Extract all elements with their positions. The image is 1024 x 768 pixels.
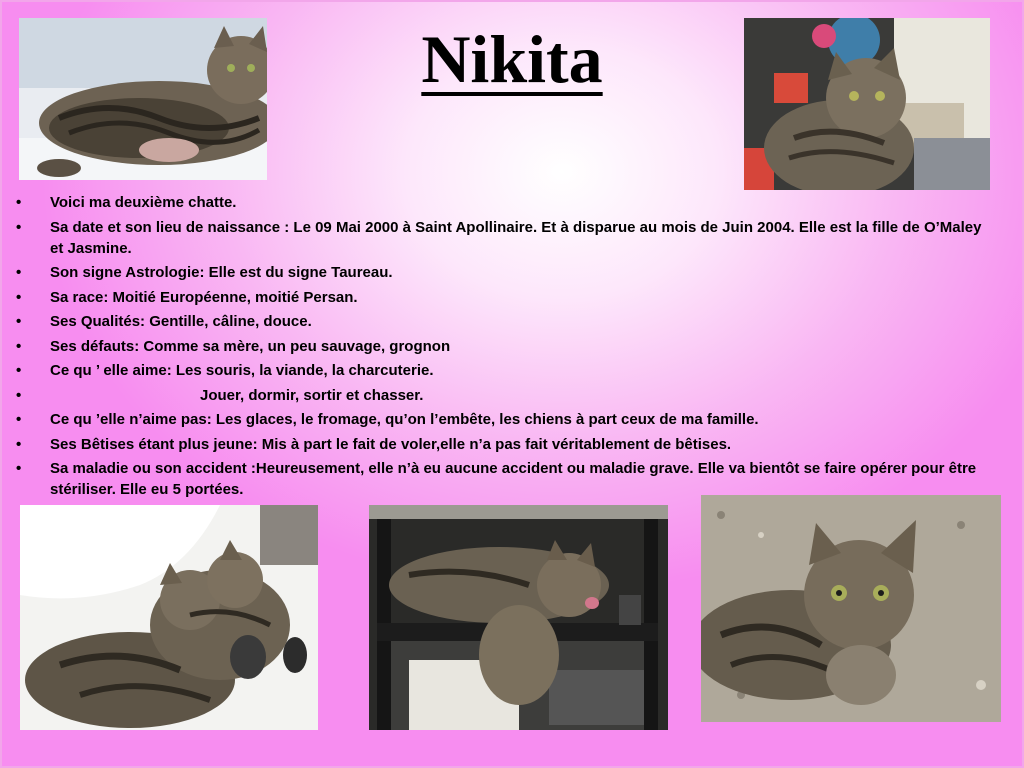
bullet-item: • Jouer, dormir, sortir et chasser. — [12, 385, 997, 406]
bullet-item: • Sa race: Moitié Européenne, moitié Persan. — [12, 287, 997, 308]
photo-cat-on-shelf — [369, 505, 668, 730]
bullet-list — [12, 192, 997, 504]
bullet-item: • Sa date et son lieu de naissance : Le 09 Mai 2000 à Saint Apollinaire. Et à disparue au mois de Juin 2004. Elle est la fille de O’Maley et Jasmine. — [12, 217, 997, 259]
photo-two-cats-sleeping — [20, 505, 318, 730]
slide-title: Nikita — [421, 21, 603, 97]
bullet-item: • Ses Qualités: Gentille, câline, douce. — [12, 311, 997, 332]
bullet-item: • Sa maladie ou son accident :Heureusement, elle n’à eu aucune accident ou maladie grave. Elle va bientôt se faire opérer pour être stériliser. Elle eu 5 portées. — [12, 458, 997, 500]
bullet-item: • Ce qu ’ elle aime: Les souris, la viande, la charcuterie. — [12, 360, 997, 381]
bullet-item: • Ses Bêtises étant plus jeune: Mis à part le fait de voler,elle n’a pas fait véritablement de bêtises. — [12, 434, 997, 455]
bullet-item: • Ses défauts: Comme sa mère, un peu sauvage, grognon — [12, 336, 997, 357]
bullet-item: • Ce qu ’elle n’aime pas: Les glaces, le fromage, qu’on l’embête, les chiens à part ceux de ma famille. — [12, 409, 997, 430]
photo-cat-lying-cushion — [19, 18, 267, 180]
bullet-item: • Voici ma deuxième chatte. — [12, 192, 997, 213]
photo-cat-on-gravel — [701, 495, 1001, 722]
photo-cat-on-desk — [744, 18, 990, 190]
bullet-item: • Son signe Astrologie: Elle est du signe Taureau. — [12, 262, 997, 283]
